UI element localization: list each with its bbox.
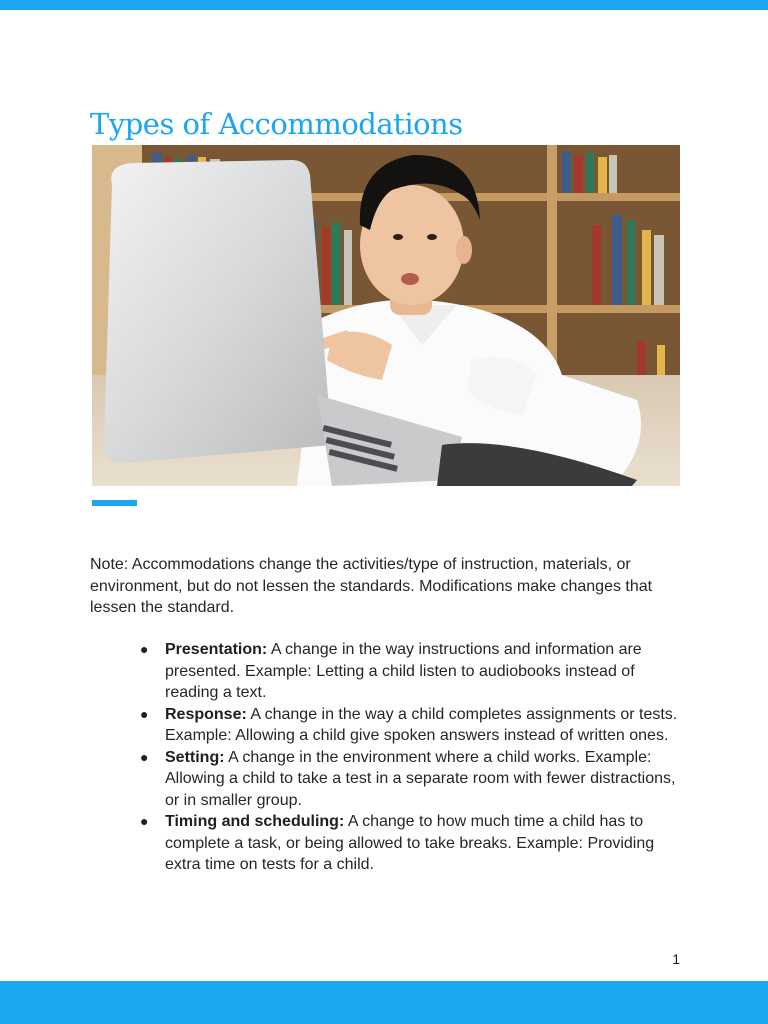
accent-divider [92, 500, 137, 506]
list-item-term: Response: [165, 705, 247, 723]
list-item [140, 639, 685, 704]
bullet-icon: ● [140, 748, 149, 765]
page-title: Types of Accommodations [90, 107, 463, 141]
list-item-text: A change in the way instructions and information are presented. Example: Letting a child listen to audiobooks instead of reading a text. [165, 641, 642, 701]
list-item-term: Setting: [165, 748, 225, 766]
list-item-text: A change to how much time a child has to complete a task, or being allowed to take breaks. Example: Providing extra time on tests for a child. [165, 813, 655, 873]
boy-using-laptop-photo [92, 145, 680, 486]
accommodation-list [140, 639, 685, 876]
list-item-term: Presentation: [165, 641, 268, 658]
bullet-icon: ● [140, 705, 149, 722]
bullet-icon: ● [140, 641, 149, 657]
list-item-text: A change in the way a child completes assignments or tests. Example: Allowing a child give spoken answers instead of written ones. [165, 705, 678, 744]
list-item [140, 811, 685, 876]
list-item-term: Timing and scheduling: [165, 813, 345, 830]
list-item [140, 747, 685, 812]
page-number: 1 [672, 951, 680, 967]
bullet-icon: ● [140, 813, 149, 829]
top-accent-bar [0, 0, 768, 10]
list-item [140, 704, 685, 747]
list-item-text: A change in the environment where a child works. Example: Allowing a child to take a test in a separate room with fewer distractions, or in smaller group. [165, 748, 676, 809]
bottom-accent-bar [0, 981, 768, 1024]
note-paragraph: Note: Accommodations change the activities/type of instruction, materials, or environment, but do not lessen the standards. Modifications make changes that lessen the standard. [90, 556, 653, 616]
